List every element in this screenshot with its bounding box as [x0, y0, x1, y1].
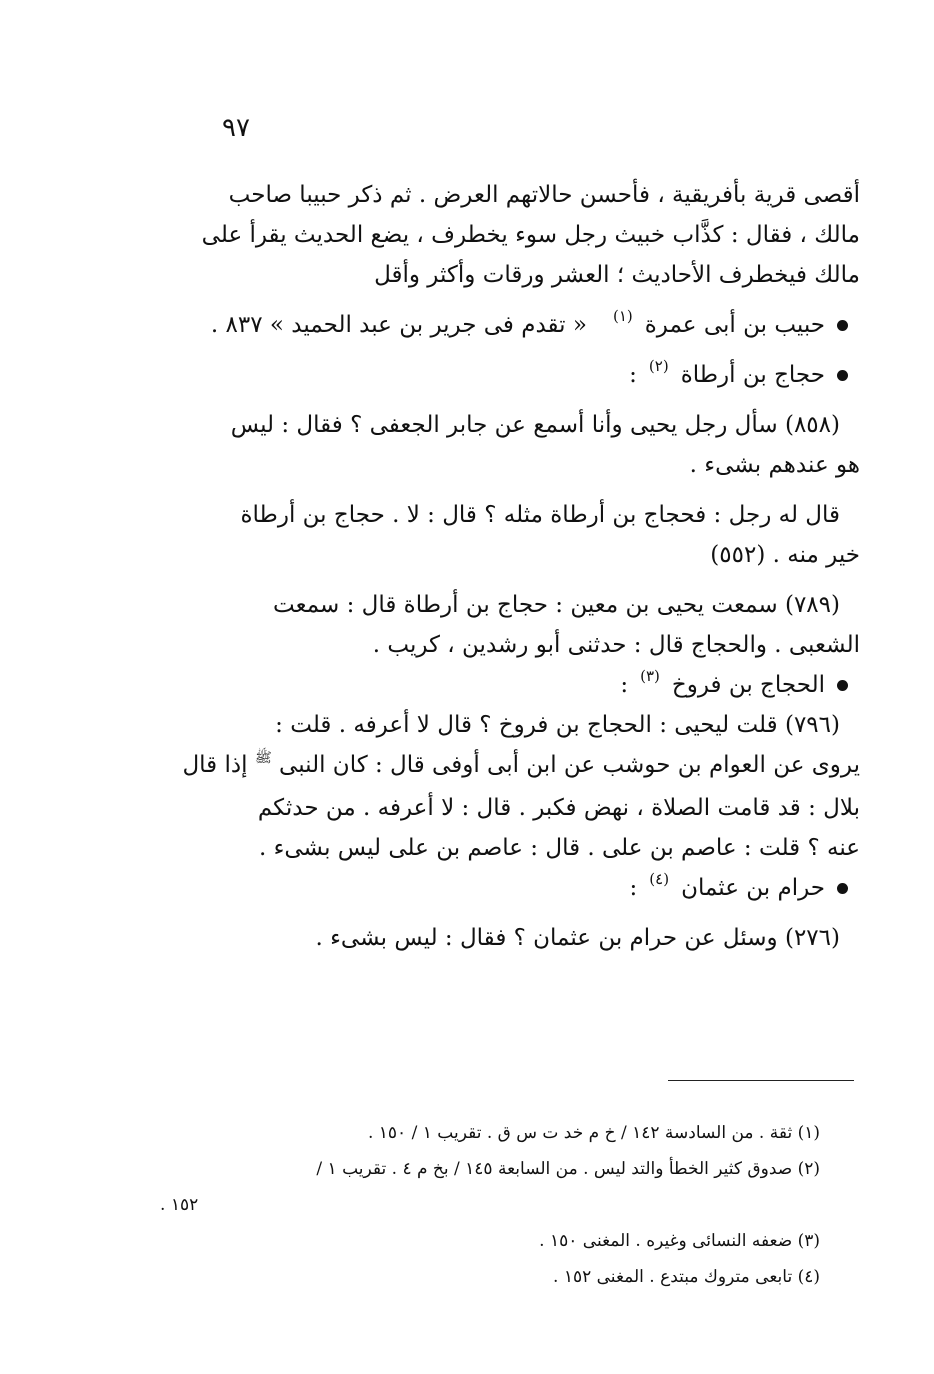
- entry-name: حبيب بن أبى عمرة: [644, 312, 825, 338]
- para-276-line-1: (٢٧٦) وسئل عن حرام بن عثمان ؟ فقال : ليس بشىء .: [315, 925, 840, 951]
- bullet-icon: [837, 883, 848, 894]
- main-text: [160, 175, 860, 958]
- para-858-line-1: (٨٥٨) سأل رجل يحيى وأنا أسمع عن جابر الجعفى ؟ فقال : ليس: [230, 412, 840, 438]
- bullet-icon: [837, 320, 848, 331]
- entry-colon: :: [629, 362, 637, 388]
- para-796-line-2-start: يروى عن العوام بن حوشب عن ابن أبى أوفى قال : كان النبى: [279, 752, 860, 778]
- entry-name: حرام بن عثمان: [681, 875, 825, 901]
- footnote-2-line-2: ١٥٢ .: [160, 1195, 199, 1215]
- footnotes: [160, 1115, 820, 1295]
- bullet-icon: [837, 680, 848, 691]
- para-796-line-2-end: إذا قال: [182, 752, 248, 778]
- entry-habib: [160, 305, 860, 345]
- footnote-1: (١) ثقة . من السادسة ١٤٢ / خ م خد ت س ق . تقريب ١ / ١٥٠ .: [367, 1123, 820, 1143]
- entry-hajjaj-farrukh: [160, 665, 860, 705]
- entry-colon: :: [629, 875, 638, 901]
- bullet-icon: [837, 370, 848, 381]
- para-858-line-2: هو عندهم بشىء .: [689, 452, 860, 478]
- para-796-line-2: [160, 745, 860, 788]
- entry-colon: :: [620, 672, 629, 698]
- entry-name: حجاج بن أرطاة: [680, 362, 825, 388]
- para-rajul-line-1: قال له رجل : فحجاج بن أرطاة مثله ؟ قال : لا . حجاج بن أرطاة: [240, 502, 840, 528]
- para-796-line-1: (٧٩٦) قلت ليحيى : الحجاج بن فروخ ؟ قال لا أعرفه . قلت :: [275, 712, 840, 738]
- para-789-line-2: الشعبى . والحجاج قال : حدثنى أبو رشدين ، كريب .: [372, 632, 860, 658]
- footnote-ref: (١): [612, 307, 633, 325]
- continuation-line-2: مالك ، فقال : كذَّاب خبيث رجل سوء يخطرف ، يضع الحديث يقرأ على: [201, 222, 860, 248]
- entry-name: الحجاج بن فروخ: [671, 672, 825, 698]
- page-number: ٩٧: [222, 113, 250, 143]
- continuation-line-1: أقصى قرية بأفريقية ، فأحسن حالاتهم العرض . ثم ذكر حبيبا صاحب: [228, 182, 860, 208]
- entry-hajjaj-artat: [160, 355, 860, 395]
- footnote-2-line-1: (٢) صدوق كثير الخطأ والتد ليس . من السابعة ١٤٥ / بخ م ٤ . تقريب ١ /: [316, 1159, 820, 1179]
- footnote-divider: [668, 1080, 854, 1081]
- entry-text: « تقدم فى جرير بن عبد الحميد » ٨٣٧ .: [210, 312, 587, 338]
- footnote-ref: (٤): [649, 870, 670, 888]
- footnote-4: (٤) تابعى متروك مبتدع . المغنى ١٥٢ .: [553, 1267, 820, 1287]
- entry-haram: [160, 868, 860, 908]
- para-789-line-1: (٧٨٩) سمعت يحيى بن معين : حجاج بن أرطاة قال : سمعت: [273, 592, 840, 618]
- footnote-ref: (٣): [640, 667, 660, 685]
- footnote-3: (٣) ضعفه النسائى وغيره . المغنى ١٥٠ .: [539, 1231, 820, 1251]
- footnote-ref: (٢): [648, 357, 669, 375]
- salutation-glyph: ﷺ: [254, 750, 272, 766]
- para-796-line-3: بلال : قد قامت الصلاة ، نهض فكبر . قال : لا أعرفه . من حدثكم: [257, 795, 860, 821]
- para-796-line-4: عنه ؟ قلت : عاصم بن على . قال : عاصم بن على ليس بشىء .: [258, 835, 860, 861]
- para-rajul-line-2: خير منه . (٥٥٢): [710, 542, 860, 568]
- continuation-line-3: مالك فيخطرف الأحاديث ؛ العشر ورقات وأكثر وأقل: [374, 262, 860, 288]
